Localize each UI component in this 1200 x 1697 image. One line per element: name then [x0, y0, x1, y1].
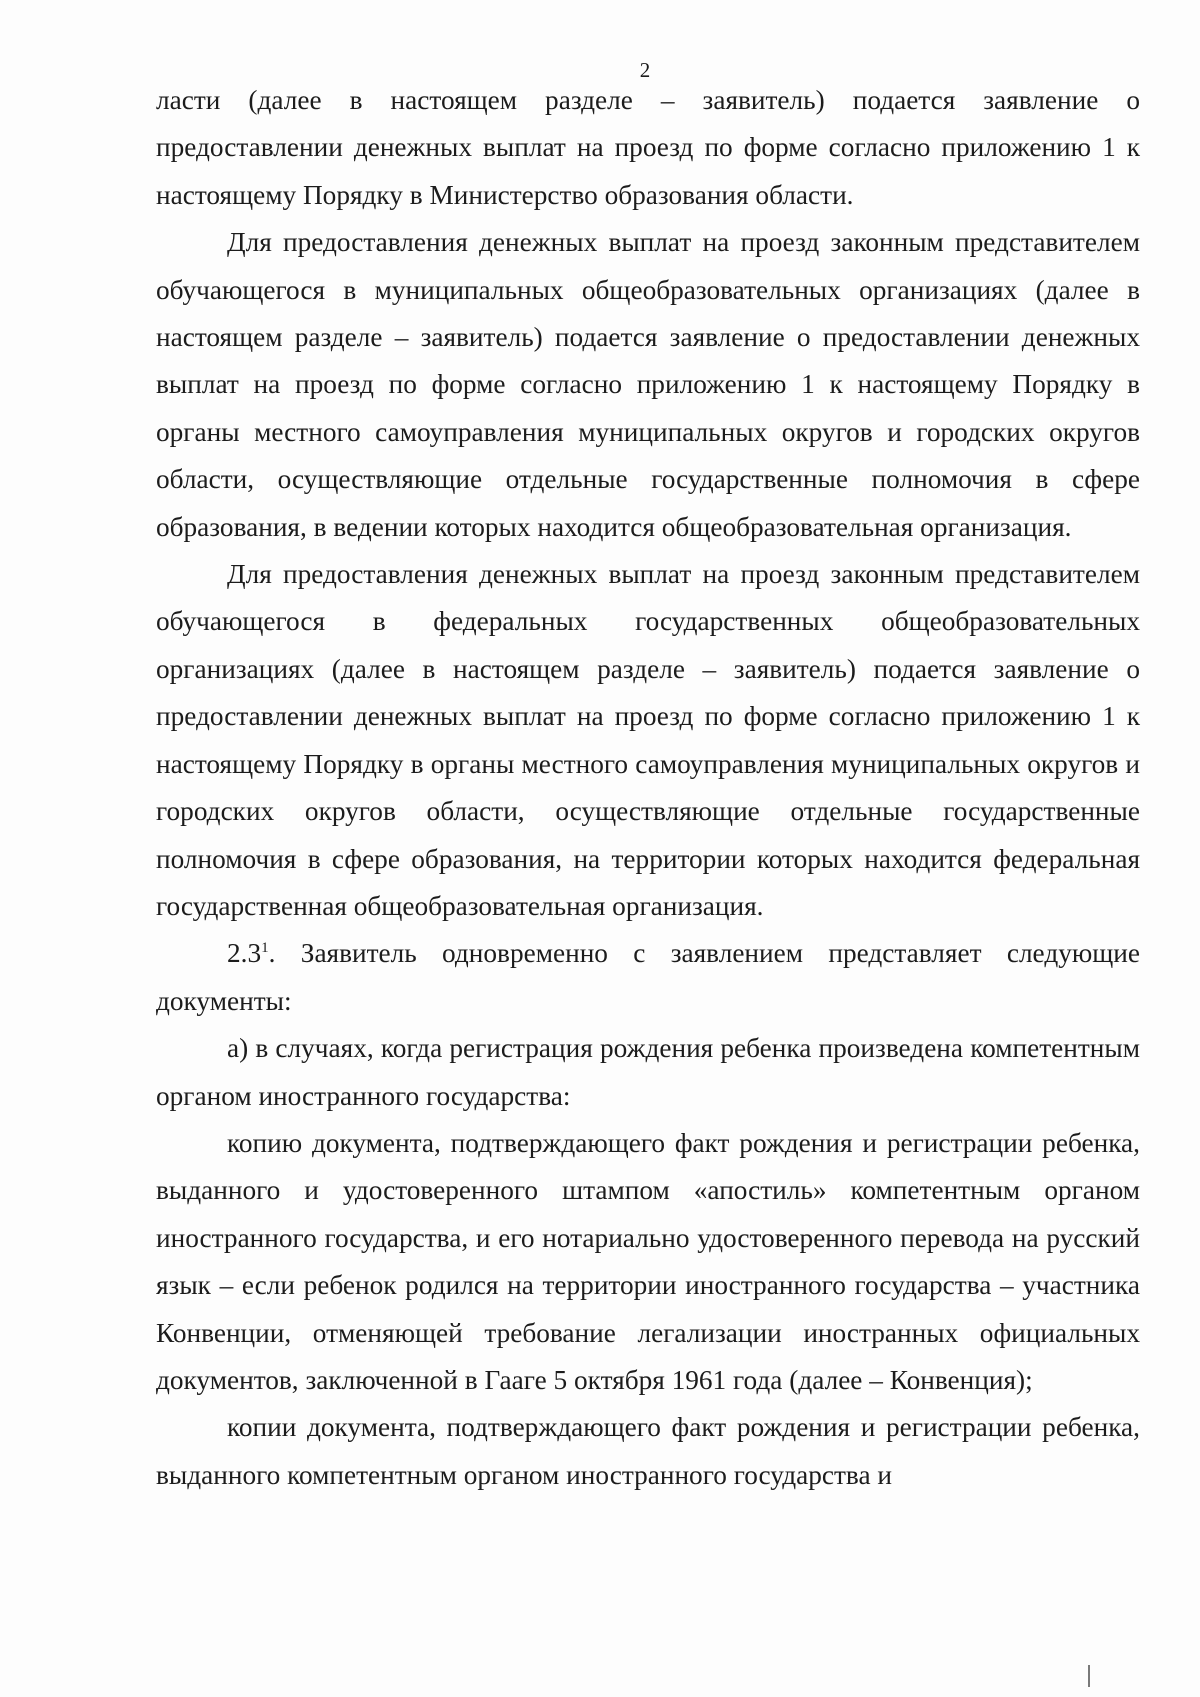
document-body [156, 77, 1140, 1499]
paragraph-document-copies: копии документа, подтверждающего факт рождения и регистрации ребенка, выданного компетентным органом иностранного государства и [156, 1412, 1140, 1490]
page-number: 2 [639, 58, 651, 82]
clause-text: . Заявитель одновременно с заявлением представляет следующие документы: [156, 938, 1140, 1016]
scan-margin-mark [1088, 1665, 1090, 1687]
paragraph-municipal-organizations: Для предоставления денежных выплат на проезд законным представителем обучающегося в муниципальных общеобразовательных организациях (далее в настоящем разделе – заявитель) подается заявление о предоставлении денежных выплат на проезд по форме согласно приложению 1 к настоящему Порядку в органы местного самоуправления муниципальных округов и городских округов области, осуществляющие отдельные государственные полномочия в сфере образования, в ведении которых находится общеобразовательная организация. [156, 227, 1140, 542]
subclause-a: а) в случаях, когда регистрация рождения ребенка произведена компетентным органом иностранного государства: [156, 1033, 1140, 1111]
clause-number: 2.3 [227, 938, 262, 969]
clause-superscript: 1 [261, 940, 269, 957]
clause-2-3-1 [156, 930, 1140, 1025]
paragraph-continued-from-previous-page: ласти (далее в настоящем разделе – заявитель) подается заявление о предоставлении денежных выплат на проезд по форме согласно приложению 1 к настоящему Порядку в Министерство образования области. [156, 85, 1140, 210]
paragraph-federal-organizations: Для предоставления денежных выплат на проезд законным представителем обучающегося в федеральных государственных общеобразовательных организациях (далее в настоящем разделе – заявитель) подается заявление о предоставлении денежных выплат на проезд по форме согласно приложению 1 к настоящему Порядку в органы местного самоуправления муниципальных округов и городских округов области, осуществляющие отдельные государственные полномочия в сфере образования, на территории которых находится федеральная государственная общеобразовательная организация. [156, 559, 1140, 921]
paragraph-apostille-copy: копию документа, подтверждающего факт рождения и регистрации ребенка, выданного и удостоверенного штампом «апостиль» компетентным органом иностранного государства, и его нотариально удостоверенного перевода на русский язык – если ребенок родился на территории иностранного государства – участника Конвенции, отменяющей требование легализации иностранных официальных документов, заключенной в Гааге 5 октября 1961 года (далее – Конвенция); [156, 1127, 1140, 1395]
